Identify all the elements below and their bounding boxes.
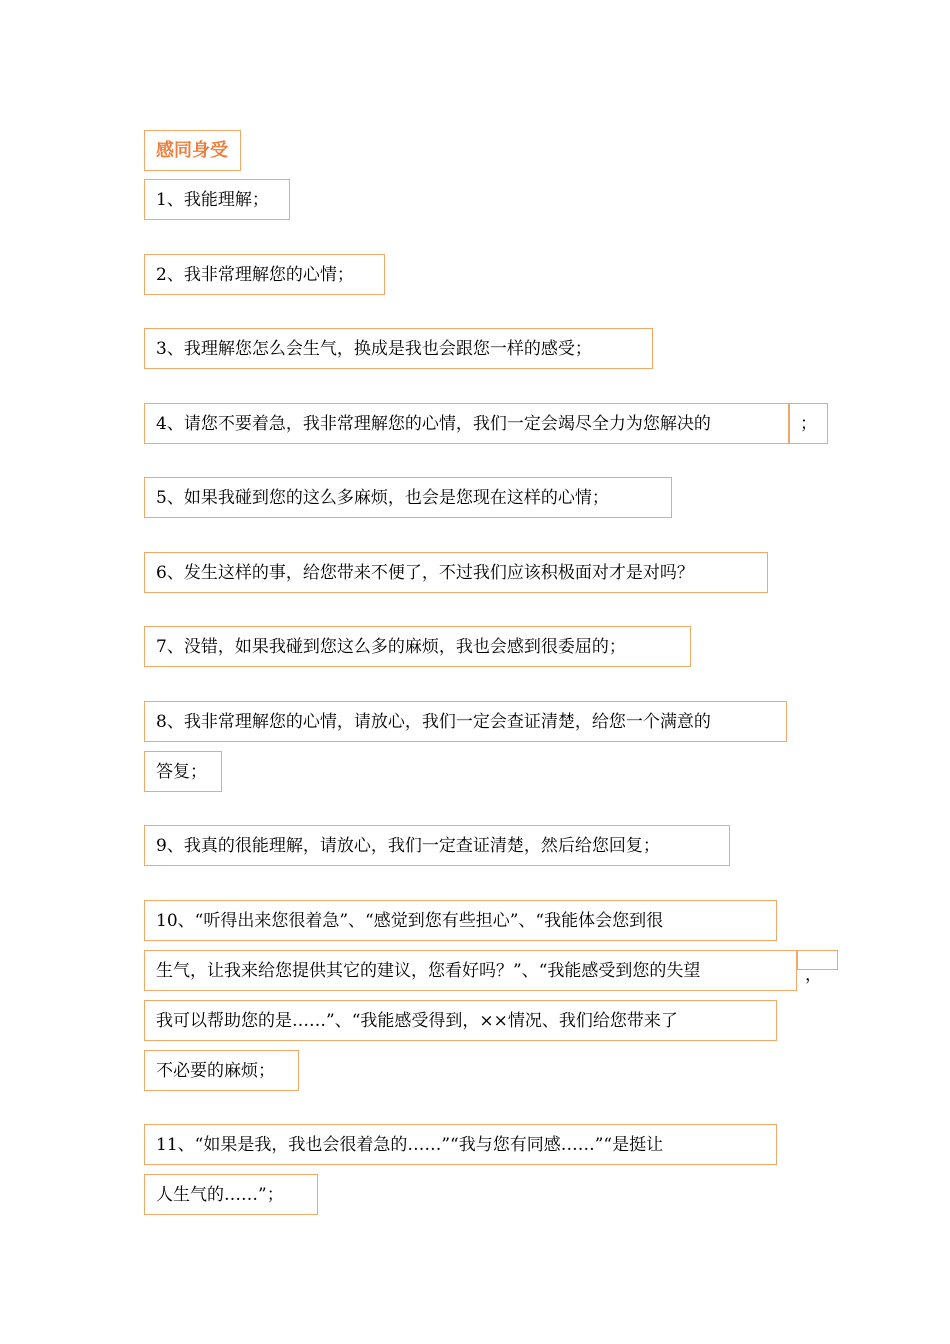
phrase-item-8-line-1: 8、我非常理解您的心情，请放心，我们一定会查证清楚，给您一个满意的 xyxy=(144,701,787,742)
phrase-item-10-line-3: 我可以帮助您的是……”、“我能感受得到，××情况、我们给您带来了 xyxy=(144,1000,777,1041)
phrase-item-9: 9、我真的很能理解，请放心，我们一定查证清楚，然后给您回复； xyxy=(144,825,730,866)
phrase-item-7: 7、没错，如果我碰到您这么多的麻烦，我也会感到很委屈的； xyxy=(144,626,691,667)
phrase-item-10-line-1: 10、“听得出来您很着急”、“感觉到您有些担心”、“我能体会您到很 xyxy=(144,900,777,941)
phrase-item-8-line-2: 答复； xyxy=(144,751,222,792)
phrase-item-10-stray-comma: ， xyxy=(805,965,822,985)
phrase-item-1: 1、我能理解； xyxy=(144,179,290,220)
phrase-item-10-line-4: 不必要的麻烦； xyxy=(144,1050,299,1091)
phrase-item-4: 4、请您不要着急，我非常理解您的心情，我们一定会竭尽全力为您解决的 xyxy=(144,403,789,444)
phrase-item-4-tail: ； xyxy=(789,403,828,444)
phrase-item-6: 6、发生这样的事，给您带来不便了，不过我们应该积极面对才是对吗？ xyxy=(144,552,768,593)
phrase-item-10-line-2: 生气，让我来给您提供其它的建议，您看好吗？”、“我能感受到您的失望 xyxy=(144,950,797,991)
section-heading: 感同身受 xyxy=(144,130,241,171)
phrase-item-2: 2、我非常理解您的心情； xyxy=(144,254,385,295)
phrase-item-3: 3、我理解您怎么会生气，换成是我也会跟您一样的感受； xyxy=(144,328,653,369)
phrase-item-5: 5、如果我碰到您的这么多麻烦，也会是您现在这样的心情； xyxy=(144,477,672,518)
phrase-item-11-line-2: 人生气的……”； xyxy=(144,1174,318,1215)
phrase-item-11-line-1: 11、“如果是我，我也会很着急的……”“我与您有同感……”“是挺让 xyxy=(144,1124,777,1165)
